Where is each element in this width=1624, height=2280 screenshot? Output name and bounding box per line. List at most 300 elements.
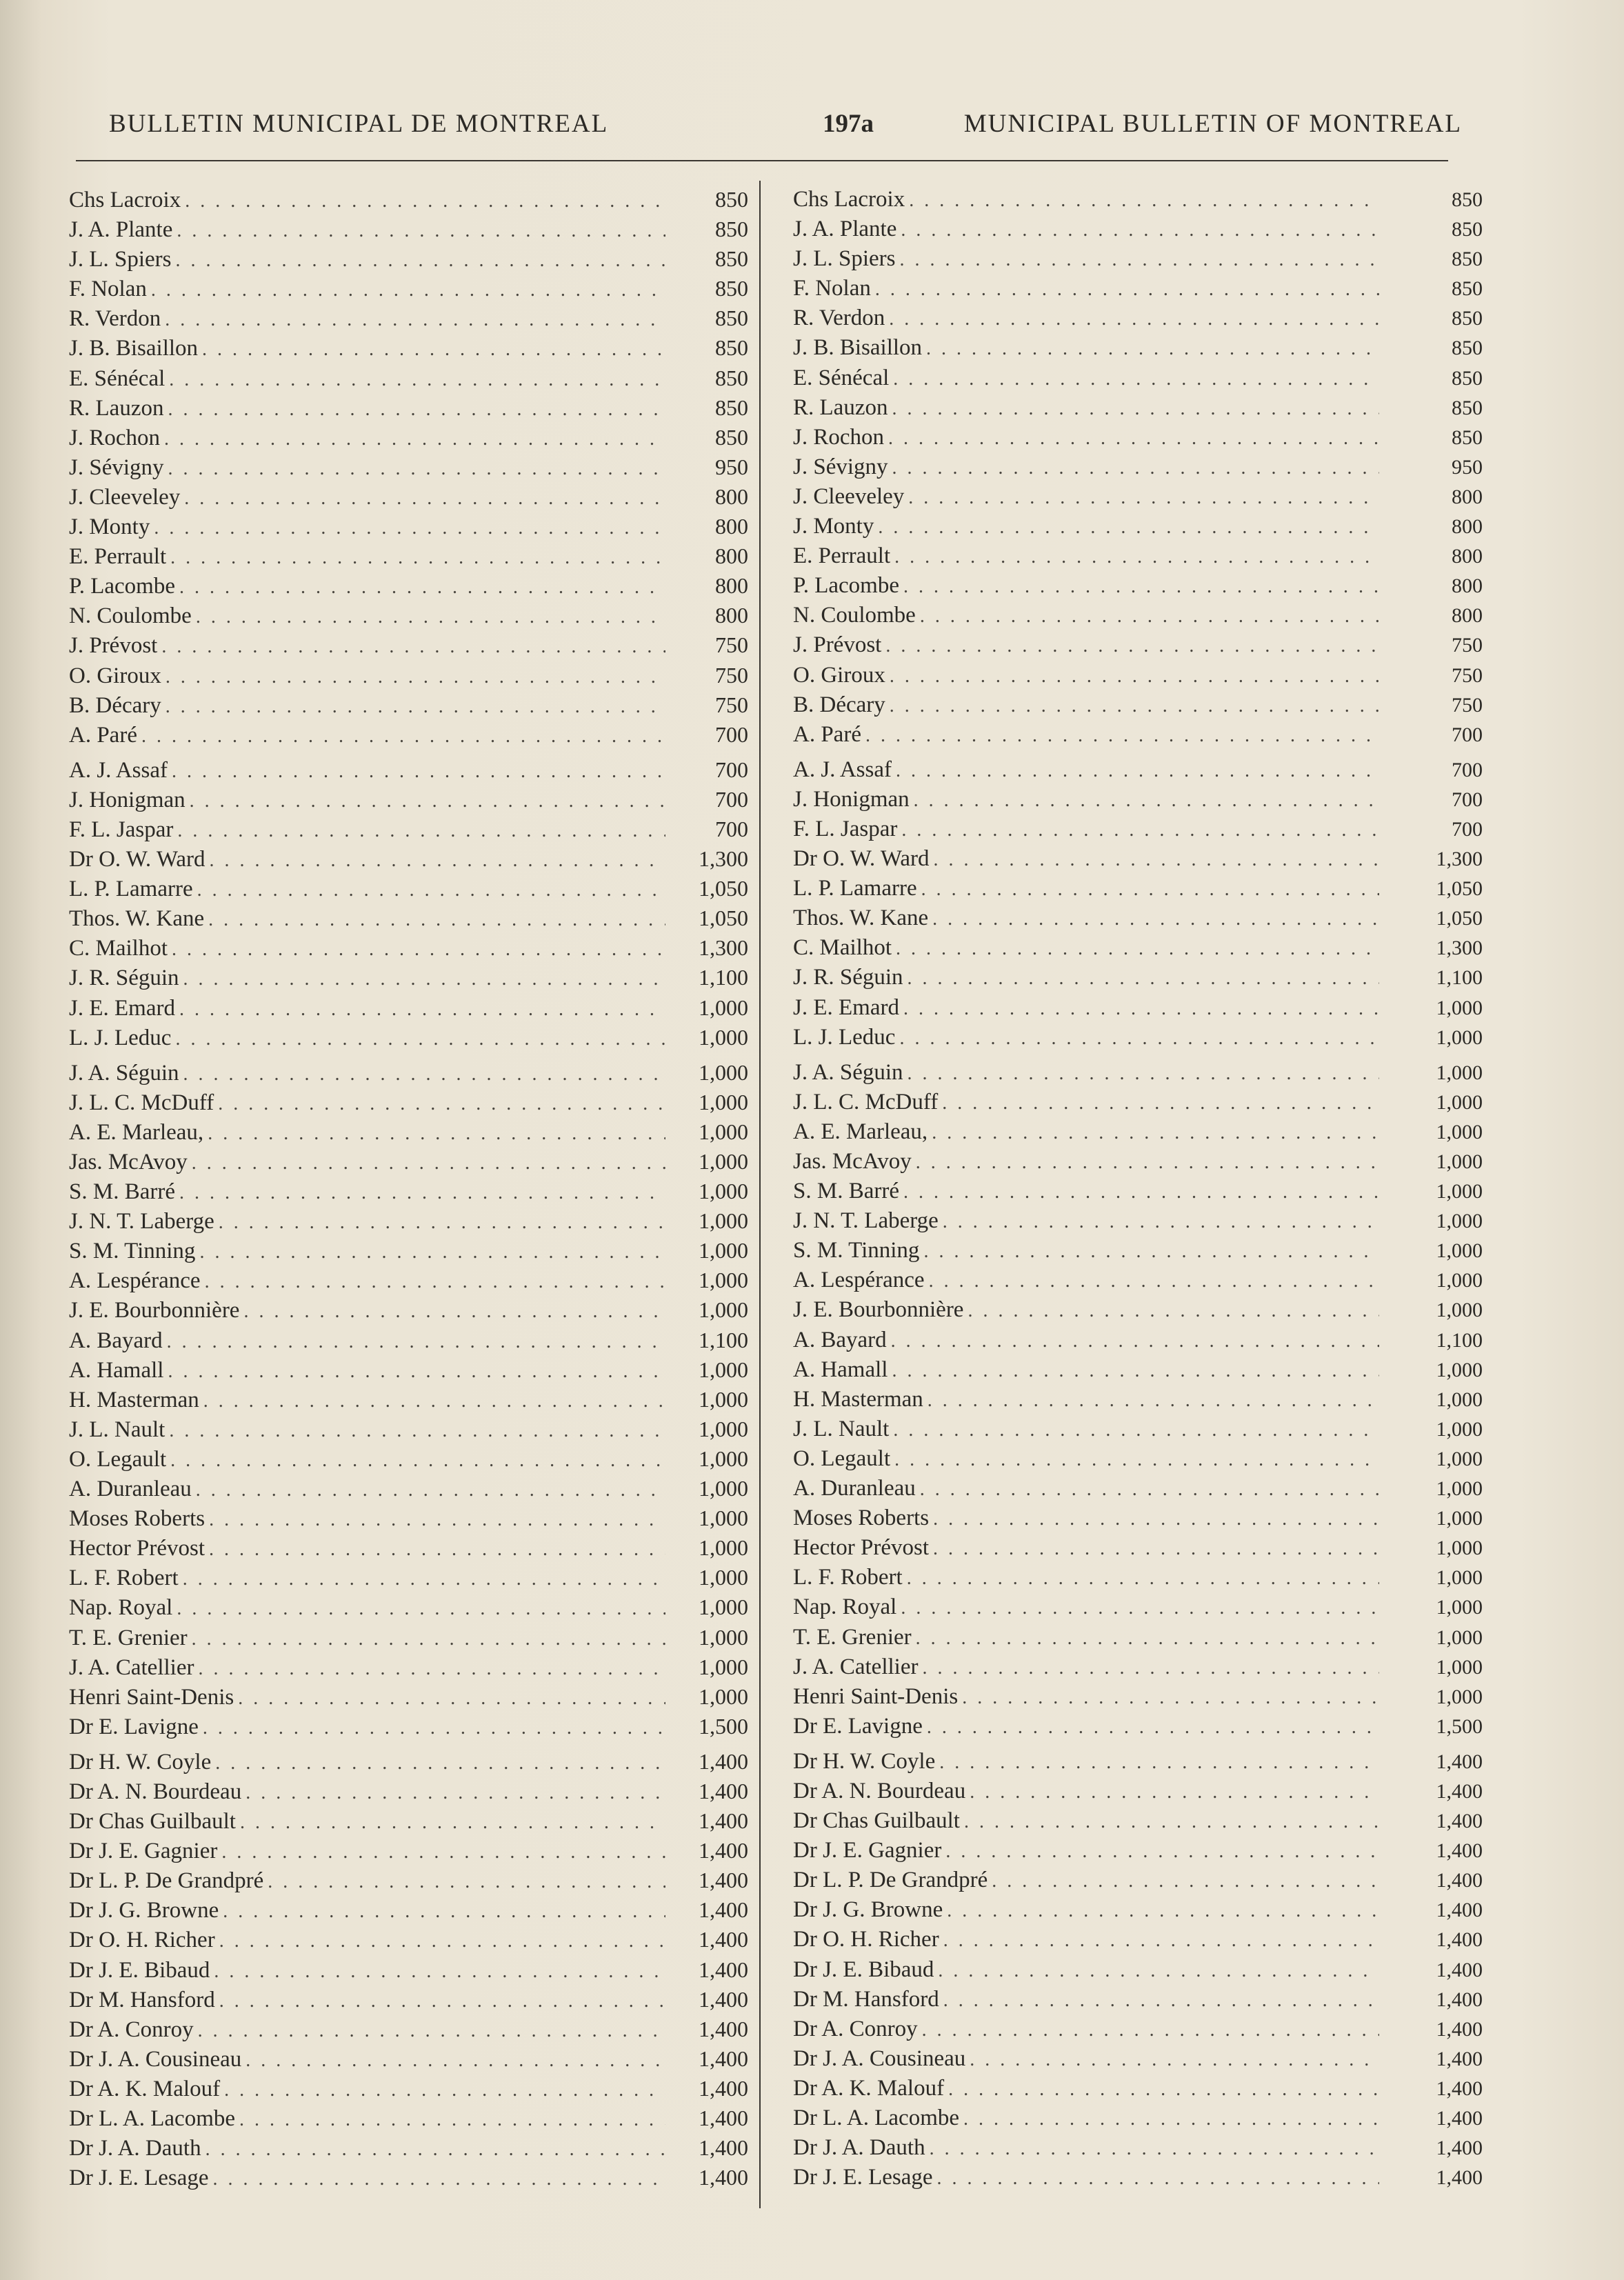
list-item xyxy=(69,2103,748,2133)
list-item xyxy=(69,423,748,452)
entry-amount: 1,000 xyxy=(1436,1061,1483,1084)
dot-leader xyxy=(892,394,1379,423)
list-item xyxy=(69,244,748,274)
entry-name: Dr J. A. Dauth xyxy=(69,2136,201,2161)
entry-name: Dr M. Hansford xyxy=(69,1987,215,2012)
entry-amount: 1,000 xyxy=(1436,1210,1483,1233)
dot-leader xyxy=(199,1237,665,1267)
dot-leader xyxy=(890,661,1379,691)
entry-name: T. E. Grenier xyxy=(69,1625,188,1650)
dot-leader xyxy=(183,1059,665,1089)
list-item xyxy=(69,185,748,214)
list-item xyxy=(793,844,1483,874)
dot-leader xyxy=(166,662,665,692)
entry-name: J. A. Plante xyxy=(793,217,897,242)
entry-name: Thos. W. Kane xyxy=(69,906,205,932)
entry-amount: 1,400 xyxy=(699,1957,748,1982)
list-item xyxy=(793,814,1483,844)
dot-leader xyxy=(930,2134,1379,2163)
list-item xyxy=(69,1806,748,1836)
dot-leader xyxy=(245,2046,665,2075)
dot-leader xyxy=(209,846,665,875)
dot-leader xyxy=(943,1926,1379,1955)
dot-leader xyxy=(892,453,1379,483)
dot-leader xyxy=(909,186,1379,215)
entry-name: Dr J. E. Bibaud xyxy=(69,1957,210,1983)
entry-amount: 1,500 xyxy=(699,1713,748,1739)
entry-amount: 1,000 xyxy=(699,1268,748,1293)
entry-name: E. Perrault xyxy=(69,544,167,570)
dot-leader xyxy=(921,874,1379,904)
list-item xyxy=(69,874,748,903)
entry-amount: 700 xyxy=(1452,788,1483,811)
dot-leader xyxy=(908,483,1379,512)
list-item xyxy=(793,1925,1483,1954)
entry-amount: 1,400 xyxy=(699,2016,748,2041)
entry-name: Dr Chas Guilbault xyxy=(69,1809,236,1834)
entry-name: J. N. T. Laberge xyxy=(69,1209,214,1234)
entry-name: J. Prévost xyxy=(793,632,882,658)
entry-amount: 1,000 xyxy=(699,1024,748,1050)
entry-amount: 1,000 xyxy=(699,1297,748,1323)
dot-leader xyxy=(205,1267,665,1297)
entry-name: J. L. C. McDuff xyxy=(69,1090,214,1115)
entry-amount: 1,000 xyxy=(699,1594,748,1620)
header-rule xyxy=(76,160,1448,161)
entry-amount: 1,000 xyxy=(699,1683,748,1709)
entry-name: Dr L. P. De Grandpré xyxy=(69,1868,264,1894)
dot-leader xyxy=(899,1023,1379,1053)
list-item xyxy=(793,303,1483,333)
entry-name: Jas. McAvoy xyxy=(69,1150,188,1174)
entry-amount: 850 xyxy=(715,187,748,212)
list-item xyxy=(69,1895,748,1925)
dot-leader xyxy=(962,1683,1379,1712)
entry-name: R. Lauzon xyxy=(793,394,888,420)
list-item xyxy=(69,1777,748,1806)
list-item xyxy=(793,423,1483,452)
dot-leader xyxy=(167,1327,665,1357)
entry-name: Dr H. W. Coyle xyxy=(793,1748,936,1774)
entry-amount: 800 xyxy=(1452,545,1483,568)
dot-leader xyxy=(170,543,665,572)
entry-name: Dr O. W. Ward xyxy=(69,847,205,872)
dot-leader xyxy=(175,1024,665,1054)
dot-leader xyxy=(176,246,666,275)
list-item xyxy=(793,993,1483,1023)
entry-amount: 850 xyxy=(715,335,748,361)
entry-amount: 1,100 xyxy=(699,1327,748,1352)
entry-name: J. A. Catellier xyxy=(69,1654,194,1680)
column-divider xyxy=(759,181,761,2208)
dot-leader xyxy=(184,483,665,513)
list-item xyxy=(69,1236,748,1266)
entry-amount: 1,400 xyxy=(699,1778,748,1803)
list-item xyxy=(793,2014,1483,2044)
entry-name: S. M. Barré xyxy=(793,1179,899,1204)
list-item xyxy=(69,993,748,1023)
entry-name: J. L. C. McDuff xyxy=(793,1089,939,1114)
dot-leader xyxy=(208,905,665,934)
entry-name: J. Rochon xyxy=(793,424,884,450)
list-item xyxy=(69,2133,748,2163)
list-item xyxy=(69,1682,748,1712)
entry-name: J. Prévost xyxy=(69,633,158,659)
dot-leader xyxy=(920,601,1379,631)
entry-amount: 1,000 xyxy=(1436,1507,1483,1530)
list-item xyxy=(793,2133,1483,2163)
entry-name: Dr A. K. Malouf xyxy=(793,2075,945,2101)
entry-name: O. Legault xyxy=(69,1446,167,1472)
entry-name: Dr J. G. Browne xyxy=(793,1897,943,1923)
entry-name: J. A. Catellier xyxy=(793,1654,919,1679)
entry-name: Dr O. H. Richer xyxy=(69,1928,215,1953)
entry-amount: 1,050 xyxy=(699,906,748,931)
entry-name: A. Bayard xyxy=(69,1328,163,1353)
list-item xyxy=(793,1806,1483,1836)
entry-name: Dr L. A. Lacombe xyxy=(793,2106,960,2130)
dot-leader xyxy=(224,2075,665,2105)
entry-amount: 1,000 xyxy=(1436,1477,1483,1501)
entry-name: H. Masterman xyxy=(69,1387,199,1412)
entry-name: E. Perrault xyxy=(793,543,891,569)
entry-amount: 1,400 xyxy=(1436,1839,1483,1863)
entry-amount: 1,000 xyxy=(699,1208,748,1234)
dot-leader xyxy=(893,1415,1379,1445)
dot-leader xyxy=(947,1896,1379,1926)
dot-leader xyxy=(203,1713,665,1743)
entry-amount: 750 xyxy=(715,692,748,717)
dot-leader xyxy=(168,454,665,483)
entry-name: Moses Roberts xyxy=(793,1506,930,1531)
list-item xyxy=(69,1925,748,1954)
list-item xyxy=(69,482,748,512)
dot-leader xyxy=(970,1777,1379,1807)
entry-amount: 800 xyxy=(715,514,748,539)
dot-leader xyxy=(932,904,1379,934)
list-item xyxy=(69,2014,748,2044)
list-item xyxy=(69,1503,748,1533)
entry-name: L. F. Robert xyxy=(793,1565,903,1590)
entry-amount: 1,000 xyxy=(1436,1358,1483,1381)
entry-name: S. M. Tinning xyxy=(69,1239,196,1264)
dot-leader xyxy=(185,186,665,216)
list-item xyxy=(69,1206,748,1236)
entry-amount: 750 xyxy=(1452,693,1483,717)
entry-amount: 800 xyxy=(1452,604,1483,628)
entry-amount: 1,000 xyxy=(699,1149,748,1174)
entry-name: Dr J. E. Lesage xyxy=(69,2166,209,2191)
entry-name: J. L. Spiers xyxy=(793,246,896,272)
dot-leader xyxy=(192,1148,665,1178)
entry-name: J. E. Bourbonnière xyxy=(793,1297,964,1323)
list-item xyxy=(793,571,1483,601)
entry-amount: 1,400 xyxy=(1436,1750,1483,1773)
dot-leader xyxy=(219,1208,665,1237)
entry-amount: 1,400 xyxy=(1436,1869,1483,1892)
entry-amount: 1,400 xyxy=(699,2075,748,2101)
entry-amount: 1,000 xyxy=(1436,1150,1483,1173)
entry-amount: 700 xyxy=(1452,723,1483,746)
list-item xyxy=(69,2074,748,2103)
entry-name: J. B. Bisaillon xyxy=(793,335,923,361)
dot-leader xyxy=(933,1534,1379,1563)
list-item xyxy=(793,1652,1483,1682)
entry-name: J. B. Bisaillon xyxy=(69,336,199,361)
entry-amount: 850 xyxy=(715,306,748,331)
entry-amount: 1,000 xyxy=(1436,1417,1483,1441)
entry-amount: 1,000 xyxy=(1436,1447,1483,1470)
dot-leader xyxy=(939,1748,1379,1777)
list-item xyxy=(793,1444,1483,1474)
entry-amount: 1,400 xyxy=(699,1838,748,1863)
list-item xyxy=(69,1088,748,1117)
entry-amount: 850 xyxy=(1452,188,1483,211)
entry-amount: 1,400 xyxy=(1436,2166,1483,2190)
dot-leader xyxy=(240,1808,665,1837)
entry-name: A. J. Assaf xyxy=(69,757,168,783)
list-item xyxy=(69,214,748,244)
dot-leader xyxy=(245,1778,665,1808)
entry-name: J. Monty xyxy=(793,514,874,539)
list-item xyxy=(793,1682,1483,1712)
dot-leader xyxy=(192,1624,665,1654)
list-item xyxy=(69,1355,748,1385)
entry-name: L. J. Leduc xyxy=(793,1024,896,1050)
entry-name: O. Giroux xyxy=(69,663,161,688)
list-item xyxy=(69,1592,748,1622)
dot-leader xyxy=(208,1119,665,1148)
entry-amount: 950 xyxy=(715,454,748,479)
list-item xyxy=(793,185,1483,214)
list-item xyxy=(793,1747,1483,1777)
list-item xyxy=(69,661,748,690)
entry-name: Dr L. A. Lacombe xyxy=(69,2106,236,2131)
entry-name: Dr L. P. De Grandpré xyxy=(793,1868,988,1893)
entry-amount: 1,000 xyxy=(1436,1239,1483,1263)
list-item xyxy=(69,755,748,785)
list-item xyxy=(793,1955,1483,1985)
list-item xyxy=(793,785,1483,814)
entry-amount: 1,400 xyxy=(1436,1928,1483,1952)
entry-name: Dr O. H. Richer xyxy=(793,1927,939,1952)
dot-leader xyxy=(907,1563,1379,1593)
entry-name: F. L. Jaspar xyxy=(69,817,174,842)
entry-amount: 850 xyxy=(715,365,748,390)
list-item xyxy=(69,630,748,660)
dot-leader xyxy=(219,1926,665,1956)
dot-leader xyxy=(878,512,1379,542)
list-item xyxy=(69,363,748,393)
entry-amount: 850 xyxy=(715,276,748,301)
entry-amount: 950 xyxy=(1452,455,1483,479)
dot-leader xyxy=(177,1594,665,1623)
dot-leader xyxy=(901,815,1379,845)
list-item xyxy=(69,601,748,630)
entry-amount: 1,000 xyxy=(699,1654,748,1679)
entry-amount: 850 xyxy=(715,394,748,420)
entry-amount: 1,000 xyxy=(1436,996,1483,1019)
list-item xyxy=(793,1385,1483,1414)
entry-amount: 1,000 xyxy=(699,1565,748,1590)
entry-name: L. P. Lamarre xyxy=(793,876,917,901)
dot-leader xyxy=(938,1956,1379,1986)
entry-amount: 850 xyxy=(1452,396,1483,419)
entry-name: J. R. Séguin xyxy=(793,965,903,990)
entry-name: A. Lespérance xyxy=(793,1268,925,1293)
dot-leader xyxy=(214,1957,665,1986)
entry-name: Jas. McAvoy xyxy=(793,1149,912,1174)
entry-name: J. Cleeveley xyxy=(69,484,181,510)
list-item xyxy=(69,1836,748,1866)
entry-amount: 1,000 xyxy=(699,1624,748,1650)
dot-leader xyxy=(903,572,1379,601)
dot-leader xyxy=(927,1712,1379,1742)
dot-leader xyxy=(933,1504,1379,1534)
entry-amount: 1,000 xyxy=(699,1386,748,1412)
list-item xyxy=(793,1147,1483,1177)
dot-leader xyxy=(948,2074,1379,2104)
dot-leader xyxy=(238,1683,665,1713)
list-item xyxy=(69,903,748,933)
list-item xyxy=(793,214,1483,244)
dot-leader xyxy=(896,934,1379,963)
entry-amount: 1,000 xyxy=(1436,1655,1483,1679)
entry-name: A. E. Marleau, xyxy=(69,1119,204,1145)
dot-leader xyxy=(172,934,665,964)
list-item xyxy=(69,1147,748,1177)
entry-name: Chs Lacroix xyxy=(793,187,905,212)
list-item xyxy=(793,1592,1483,1622)
list-item xyxy=(69,1023,748,1052)
list-item xyxy=(793,512,1483,541)
list-item xyxy=(793,755,1483,785)
entry-amount: 1,000 xyxy=(1436,1685,1483,1708)
list-item xyxy=(793,1712,1483,1741)
entry-amount: 850 xyxy=(1452,366,1483,390)
dot-leader xyxy=(943,1986,1379,2015)
entry-amount: 1,000 xyxy=(1436,1269,1483,1292)
entry-amount: 1,000 xyxy=(699,1119,748,1144)
dot-leader xyxy=(937,2163,1379,2193)
list-item xyxy=(69,1385,748,1414)
list-item xyxy=(69,303,748,333)
dot-leader xyxy=(901,215,1379,245)
right-column-list xyxy=(793,185,1483,2192)
dot-leader xyxy=(903,1177,1379,1207)
list-item xyxy=(793,963,1483,992)
dot-leader xyxy=(926,334,1379,363)
list-item xyxy=(69,933,748,963)
dot-leader xyxy=(164,424,665,454)
list-item xyxy=(793,1985,1483,2014)
entry-amount: 800 xyxy=(715,603,748,628)
dot-leader xyxy=(908,963,1379,993)
entry-name: Dr J. A. Cousineau xyxy=(69,2046,242,2072)
dot-leader xyxy=(179,994,665,1024)
entry-amount: 850 xyxy=(715,246,748,272)
list-item xyxy=(793,1866,1483,1895)
entry-name: Nap. Royal xyxy=(69,1595,173,1621)
dot-leader xyxy=(928,1386,1379,1415)
entry-name: T. E. Grenier xyxy=(793,1624,912,1650)
list-item xyxy=(793,2103,1483,2133)
list-item xyxy=(793,1474,1483,1503)
entry-amount: 1,000 xyxy=(699,1089,748,1114)
dot-leader xyxy=(169,365,665,394)
dot-leader xyxy=(896,756,1379,786)
dot-leader xyxy=(197,875,665,905)
entry-name: S. M. Tinning xyxy=(793,1238,920,1263)
list-item xyxy=(69,333,748,363)
list-item xyxy=(69,1444,748,1474)
dot-leader xyxy=(223,1897,665,1926)
list-item xyxy=(793,333,1483,363)
list-item xyxy=(793,1117,1483,1147)
header-english-title: MUNICIPAL BULLETIN OF MONTREAL xyxy=(963,110,1462,138)
entry-amount: 750 xyxy=(715,662,748,688)
list-item xyxy=(793,1058,1483,1088)
entry-name: N. Coulombe xyxy=(793,603,916,628)
entry-amount: 1,400 xyxy=(1436,2137,1483,2160)
dot-leader xyxy=(894,1445,1379,1474)
entry-amount: 1,000 xyxy=(1436,1299,1483,1322)
list-item xyxy=(793,2044,1483,2074)
list-item xyxy=(69,1985,748,2014)
entry-name: L. P. Lamarre xyxy=(69,877,193,902)
list-item xyxy=(69,452,748,482)
list-item xyxy=(793,1563,1483,1592)
dot-leader xyxy=(268,1867,665,1897)
entry-amount: 1,000 xyxy=(1436,1388,1483,1411)
dot-leader xyxy=(218,1089,665,1119)
dot-leader xyxy=(992,1866,1379,1896)
entry-amount: 1,000 xyxy=(1436,1566,1483,1590)
entry-amount: 1,400 xyxy=(1436,2077,1483,2100)
dot-leader xyxy=(168,1357,665,1386)
entry-amount: 700 xyxy=(715,786,748,812)
entry-amount: 850 xyxy=(715,217,748,242)
entry-amount: 850 xyxy=(1452,307,1483,330)
entry-amount: 1,300 xyxy=(699,846,748,872)
list-item xyxy=(793,661,1483,690)
list-item xyxy=(793,244,1483,274)
entry-amount: 750 xyxy=(1452,663,1483,687)
entry-amount: 1,400 xyxy=(1436,1810,1483,1833)
dot-leader xyxy=(198,1654,665,1683)
dot-leader xyxy=(888,423,1379,453)
entry-name: C. Mailhot xyxy=(793,935,892,961)
entry-name: N. Coulombe xyxy=(69,603,192,629)
list-item xyxy=(69,1533,748,1563)
entry-name: Dr E. Lavigne xyxy=(793,1713,923,1739)
dot-leader xyxy=(903,994,1379,1023)
dot-leader xyxy=(942,1088,1379,1118)
entry-amount: 1,000 xyxy=(1436,1026,1483,1049)
list-item xyxy=(793,2074,1483,2103)
entry-amount: 700 xyxy=(715,757,748,782)
dot-leader xyxy=(964,1807,1379,1837)
entry-name: A. Lespérance xyxy=(69,1268,201,1294)
entry-amount: 800 xyxy=(1452,574,1483,598)
dot-leader xyxy=(165,305,665,334)
entry-name: Dr H. W. Coyle xyxy=(69,1749,212,1774)
entry-name: A. Hamall xyxy=(793,1357,888,1382)
entry-name: R. Verdon xyxy=(793,306,885,331)
dot-leader xyxy=(865,721,1379,750)
entry-name: L. F. Robert xyxy=(69,1566,179,1591)
entry-amount: 1,000 xyxy=(699,1446,748,1471)
